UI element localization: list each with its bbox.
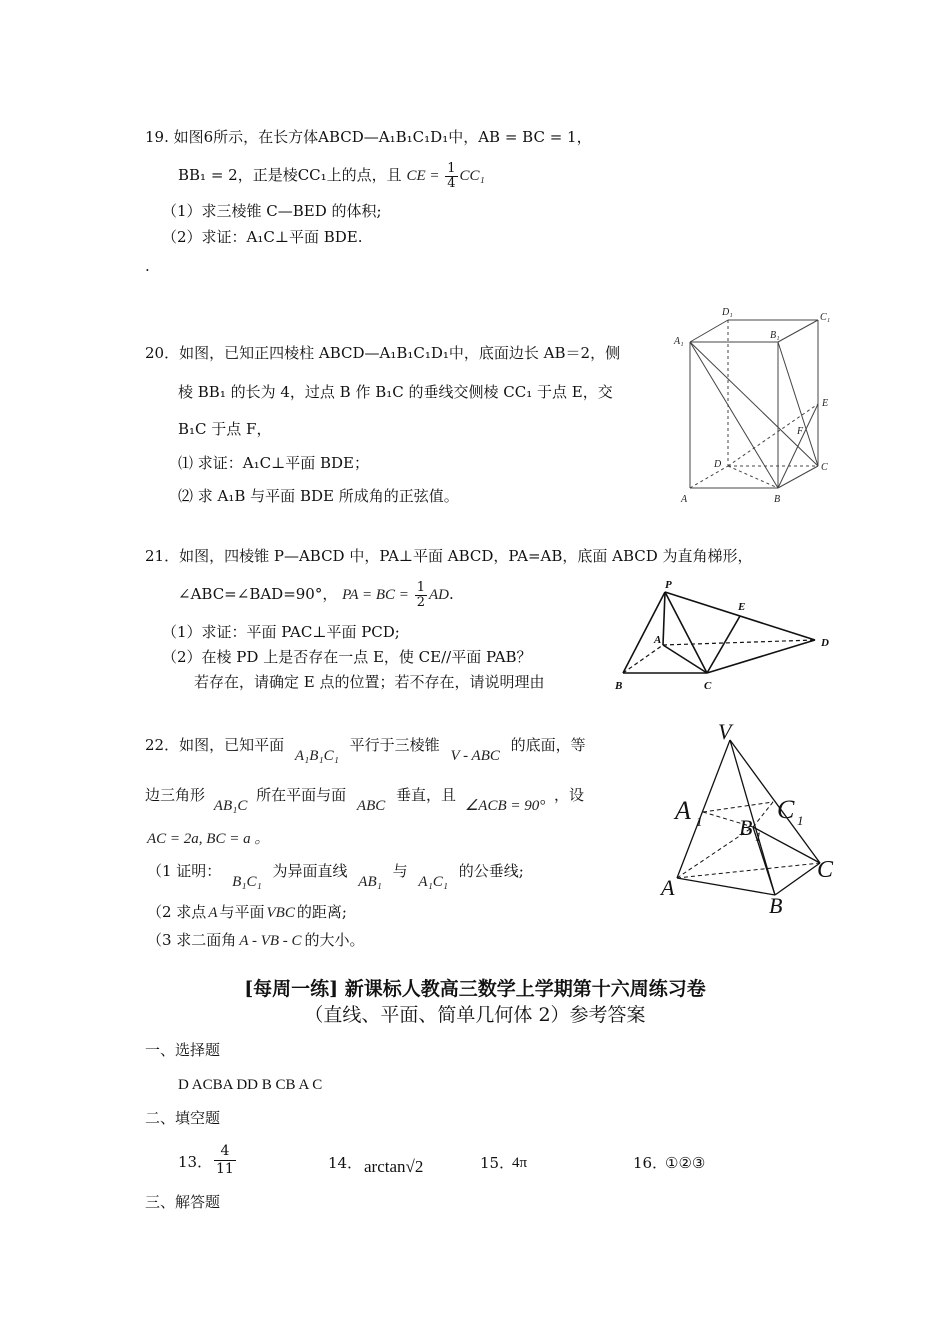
answer-section-choice: 一、选择题 [145, 1041, 221, 1059]
label-e: E [822, 398, 829, 409]
q22-angle: ∠ACB = 90° [464, 798, 546, 814]
q22-tetra-figure [655, 715, 870, 920]
answer-title-line1-text: [每周一练] 新课标人教高三数学上学期第十六周练习卷 [244, 978, 706, 1000]
q21-fraction-den: 2 [416, 594, 425, 610]
q22-p2-a: （2 求点 [147, 903, 207, 921]
edge-bc [775, 863, 820, 895]
q21-part2b: 若存在，请确定 E 点的位置；若不存在，请说明理由 [194, 673, 545, 691]
answer-title-line2: （直线、平面、简单几何体 2）参考答案 [304, 1004, 646, 1026]
q21-angle-text: ∠ABC=∠BAD=90°， [178, 585, 338, 603]
q22-p1-b1c1: B₁C₁ [232, 874, 262, 890]
label-b: B [769, 893, 783, 918]
q20-line1: 20．如图，已知正四棱柱 ABCD—A₁B₁C₁D₁中，底面边长 AB＝2，侧 [145, 344, 621, 362]
edge-b1c1 [753, 802, 773, 827]
answer-15-label: 15． [480, 1154, 515, 1172]
label-c: C [704, 680, 712, 692]
q20-part1: ⑴ 求证：A₁C⊥平面 BDE； [178, 454, 369, 472]
q22-p2-b: 与平面 [219, 903, 265, 921]
label-v: V [718, 719, 732, 744]
q21-part1: （1）求证：平面 PAC⊥平面 PCD; [162, 623, 400, 641]
q22-p2-point: A [208, 905, 218, 921]
q19-part1: （1）求三棱锥 C—BED 的体积; [162, 202, 382, 220]
label-d1: D₁ [722, 307, 733, 318]
q22-part3 [147, 930, 365, 951]
q22-p1-c: 与 [392, 862, 408, 880]
edge-pa [663, 592, 665, 645]
q22-line2-a: 边三角形 [145, 786, 206, 804]
q22-line2-d: ，设 [554, 786, 585, 804]
q19-formula-rhs: CC₁ [459, 168, 485, 184]
q21-part2: （2）在棱 PD 上是否存在一点 E，使 CE//平面 PAB？ [162, 648, 532, 666]
q21-period: . [448, 585, 454, 603]
q20-part2: ⑵ 求 A₁B 与平面 BDE 所成角的正弦值。 [178, 487, 459, 505]
label-b1: B [739, 815, 753, 840]
line-db [728, 466, 778, 488]
q21-line1: 21．如图，四棱锥 P—ABCD 中，PA⊥平面 ABCD，PA=AB，底面 ABCD 为直角梯形， [145, 547, 753, 565]
label-e: E [738, 601, 746, 613]
edge-a1c1 [703, 802, 773, 812]
answer-13-label: 13． [178, 1153, 213, 1171]
q19-fraction [445, 162, 457, 191]
label-b: B [774, 494, 781, 505]
edge-a1d1 [690, 320, 728, 342]
q19-part2: （2）求证：A₁C⊥平面 BDE. [162, 228, 363, 246]
answer-13-fraction [214, 1143, 236, 1178]
answer-16-value: ①②③ [665, 1154, 706, 1172]
q21-formula-rhs: AD [428, 587, 449, 603]
label-d: D [821, 637, 829, 649]
label-p: P [665, 579, 672, 591]
q22-p3-angle: A - VB - C [239, 933, 302, 949]
q20-prism-figure [670, 300, 850, 510]
q22-part2 [147, 902, 347, 923]
line-de [728, 404, 818, 466]
q21-line2 [178, 578, 454, 610]
label-c: C [817, 857, 834, 883]
label-a: A [661, 875, 675, 900]
answer-choices: D ACBA DD B CB A C [178, 1077, 323, 1093]
q19-fraction-den: 4 [447, 175, 456, 191]
edge-ab [677, 878, 775, 895]
q22-p1-a1c1: A₁C₁ [418, 874, 449, 890]
q19-line2 [178, 160, 485, 190]
q22-pyramid: V - ABC [450, 748, 500, 764]
label-b1-sub: 1 [755, 829, 762, 844]
answer-13-den: 11 [216, 1161, 234, 1177]
q19-formula-lhs: CE = [406, 168, 444, 184]
q22-p3-a: （3 求二面角 [147, 931, 237, 949]
edge-pb [623, 592, 665, 673]
q22-line1-a: 22．如图，已知平面 [145, 736, 285, 754]
q20-line2: 棱 BB₁ 的长为 4，过点 B 作 B₁C 的垂线交侧棱 CC₁ 于点 E，交 [178, 383, 613, 401]
q21-fraction-num: 1 [416, 579, 425, 595]
label-a: A [681, 494, 688, 505]
edge-ac [677, 863, 820, 878]
label-b: B [615, 680, 623, 692]
q20-line3: B₁C 于点 F， [178, 420, 272, 438]
q22-p2-c: 的距离; [296, 903, 347, 921]
q22-p2-plane: VBC [266, 905, 295, 921]
q22-abc: ABC [356, 798, 386, 814]
q22-line2-c: 垂直，且 [396, 786, 457, 804]
q22-line1-c: 的底面，等 [510, 736, 586, 754]
label-a1: A [675, 796, 691, 825]
q22-p3-b: 的大小。 [304, 931, 365, 949]
label-d: D [714, 459, 722, 470]
q21-fraction [415, 581, 427, 610]
answer-15-value: 4π [512, 1155, 528, 1171]
q22-line1-b: 平行于三棱锥 [349, 736, 440, 754]
q22-p1-b: 为异面直线 [272, 862, 348, 880]
answer-title-line1 [0, 976, 950, 1002]
q22-triangle: AB₁C [213, 798, 248, 814]
label-c1: C [777, 795, 795, 824]
q21-pyramid-figure [605, 575, 845, 695]
answer-section-solve: 三、解答题 [145, 1193, 221, 1211]
label-b1: B₁ [770, 330, 780, 341]
label-c1-sub: 1 [797, 813, 804, 828]
label-a: A [654, 634, 662, 646]
edge-ad [690, 466, 728, 488]
label-a1-sub: 1 [696, 814, 703, 829]
q22-line3: AC = 2a, BC = a 。 [147, 831, 270, 847]
q22-p1-d: 的公垂线; [458, 862, 524, 880]
label-c1: C₁ [820, 312, 831, 323]
q22-line2 [145, 779, 585, 814]
edge-ab [623, 645, 663, 673]
q21-formula-lhs: PA = BC = [342, 587, 413, 603]
edge-b1c1 [778, 320, 818, 342]
label-a1: A₁ [674, 336, 684, 347]
answer-13-num: 4 [214, 1143, 236, 1161]
edge-vc [730, 740, 820, 863]
q22-p1-a: （1 证明： [147, 862, 222, 880]
q22-part1 [147, 855, 524, 890]
q19-line2-text: BB₁ = 2，正是棱CC₁上的点，且 [178, 166, 402, 184]
q22-line1 [145, 729, 586, 764]
answer-14-label: 14． [328, 1154, 363, 1172]
edge-bc [778, 466, 818, 488]
answer-16-label: 16． [633, 1154, 668, 1172]
label-f: F [797, 426, 804, 437]
answer-section-fill: 二、填空题 [145, 1109, 221, 1127]
q22-line2-b: 所在平面与面 [256, 786, 347, 804]
line-b1c [778, 342, 818, 466]
q22-p1-ab1: AB₁ [358, 874, 382, 890]
q22-plane: A₁B₁C₁ [294, 748, 339, 764]
q19-fraction-num: 1 [447, 160, 456, 176]
edge-vb [730, 740, 775, 895]
q19-line1: 19. 如图6所示，在长方体ABCD—A₁B₁C₁D₁中，AB = BC = 1， [145, 128, 592, 146]
label-c: C [821, 462, 828, 473]
edge-ad [663, 640, 815, 645]
answer-13-value [212, 1143, 238, 1183]
q19-dot: . [145, 257, 150, 275]
answer-14-value: arctan√2 [364, 1157, 424, 1176]
